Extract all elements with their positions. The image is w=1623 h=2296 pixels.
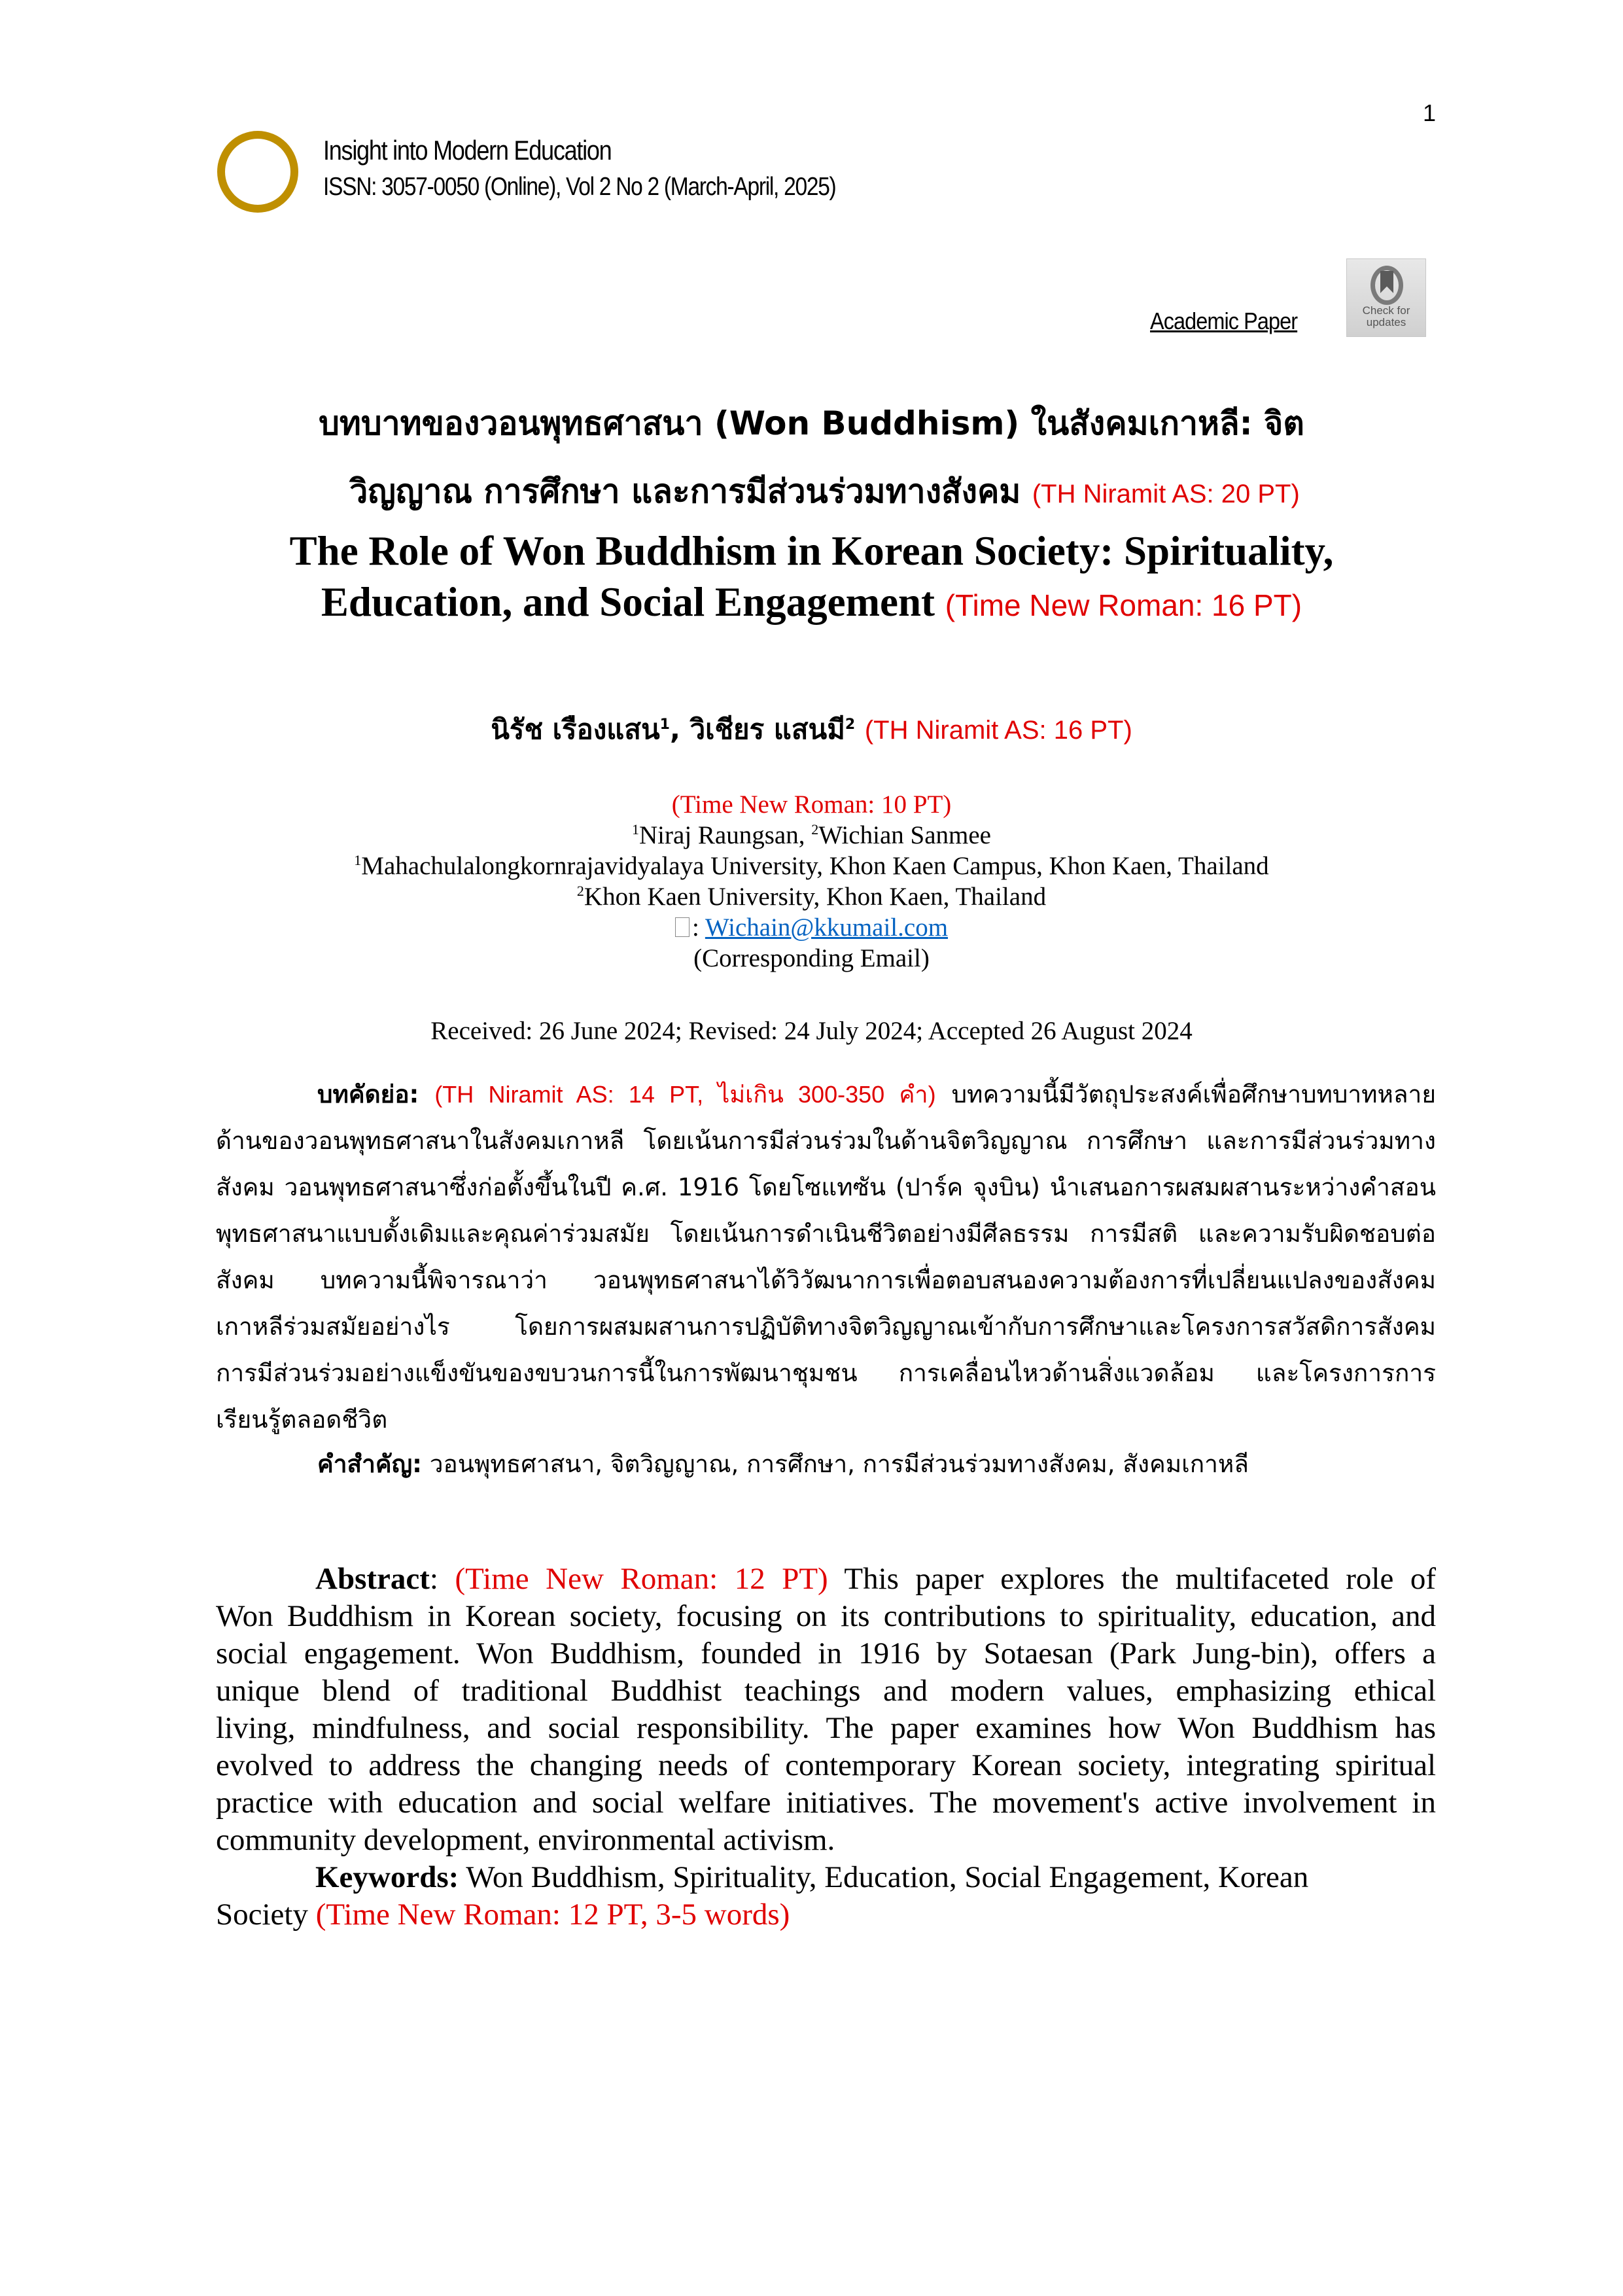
- thai-abstract-line: สังคม วอนพุทธศาสนาซึ่งก่อตั้งขึ้นในปี ค.ศ. 1916 โดยโซแทซัน (ปาร์ค จุงบิน) นำเสนอการผสมผสานระหว่างคำสอน: [216, 1173, 1436, 1201]
- paper-type-label: Academic Paper: [1150, 308, 1298, 334]
- english-keywords-text: Won Buddhism, Spirituality, Education, Social Engagement, Korean: [466, 1860, 1309, 1894]
- english-keywords-line: [315, 1860, 1308, 1895]
- english-abstract-text: This paper explores the multifaceted role of: [844, 1562, 1436, 1596]
- authors-english-font-note: (Time New Roman: 10 PT): [671, 790, 952, 819]
- thai-abstract-text: บทความนี้มีวัตถุประสงค์เพื่อศึกษาบทบาทหลาย: [951, 1080, 1437, 1108]
- english-keywords-font-note: (Time New Roman: 12 PT, 3-5 words): [315, 1898, 790, 1932]
- title-english-font-note: (Time New Roman: 16 PT): [945, 588, 1302, 622]
- thai-abstract-label: บทคัดย่อ:: [317, 1080, 419, 1108]
- english-keywords-line: [216, 1897, 1436, 1932]
- authors-thai-separator: ,: [669, 713, 690, 745]
- email-prefix: :: [691, 913, 705, 942]
- journal-issn: ISSN: 3057-0050 (Online), Vol 2 No 2 (March-April, 2025): [323, 173, 836, 201]
- thai-abstract-line: เรียนรู้ตลอดชีวิต: [216, 1405, 388, 1434]
- english-abstract-font-note: (Time New Roman: 12 PT): [455, 1562, 828, 1596]
- author-en-1-superscript: 1: [632, 821, 640, 838]
- authors-thai: [0, 708, 1623, 751]
- thai-keywords-text: วอนพุทธศาสนา, จิตวิญญาณ, การศึกษา, การมีส่วนร่วมทางสังคม, สังคมเกาหลี: [429, 1450, 1249, 1478]
- authors-english: [0, 821, 1623, 850]
- title-thai-line-1: บทบาทของวอนพุทธศาสนา (Won Buddhism) ในสังคมเกาหลี: จิต: [319, 404, 1304, 442]
- english-abstract-line: living, mindfulness, and social responsibility. The paper examines how Won Buddhism has: [216, 1711, 1436, 1745]
- submission-dates: Received: 26 June 2024; Revised: 24 July 2024; Accepted 26 August 2024: [430, 1017, 1193, 1045]
- english-abstract-line: social engagement. Won Buddhism, founded in 1916 by Sotaesan (Park Jung-bin), offers a: [216, 1636, 1436, 1670]
- english-abstract-line: evolved to address the changing needs of contemporary Korean society, integrating spiritual: [216, 1748, 1436, 1782]
- english-abstract-line: unique blend of traditional Buddhist teachings and modern values, emphasizing ethical: [216, 1674, 1436, 1708]
- email-line: [0, 913, 1623, 942]
- email-link[interactable]: Wichain@kkumail.com: [705, 913, 949, 942]
- affiliation-2-superscript: 2: [576, 883, 584, 899]
- english-abstract-colon: :: [429, 1562, 455, 1596]
- affiliation-1-superscript: 1: [354, 852, 362, 868]
- english-abstract-line: community development, environmental activism.: [216, 1823, 835, 1857]
- affiliation-1: [0, 851, 1623, 881]
- page-number: 1: [1423, 99, 1437, 126]
- corresponding-email-label: (Corresponding Email): [693, 944, 930, 972]
- check-for-updates-label: Check for updates: [1362, 304, 1410, 328]
- author-thai-1: นิรัช เรืองแสน: [491, 713, 660, 745]
- journal-name: Insight into Modern Education: [323, 135, 612, 166]
- author-thai-1-superscript: 1: [659, 716, 670, 733]
- thai-abstract-line: พุทธศาสนาแบบดั้งเดิมและคุณค่าร่วมสมัย โดยเน้นการดำเนินชีวิตอย่างมีศีลธรรม การมีสติ และความรับผิดชอบต่อ: [216, 1220, 1436, 1248]
- title-thai-line-2: [0, 466, 1623, 518]
- thai-abstract-line: [317, 1075, 1436, 1114]
- thai-abstract-line: การมีส่วนร่วมอย่างแข็งขันของขบวนการนี้ในการพัฒนาชุมชน การเคลื่อนไหวด้านสิ่งแวดล้อม และโครงการการ: [216, 1359, 1436, 1387]
- title-english-line-1: The Role of Won Buddhism in Korean Society: Spirituality,: [289, 528, 1334, 574]
- thai-abstract-line: สังคม บทความนี้พิจารณาว่า วอนพุทธศาสนาได้วิวัฒนาการเพื่อตอบสนองความต้องการที่เปลี่ยนแปลงของสังคม: [216, 1266, 1436, 1294]
- thai-abstract-line: เกาหลีร่วมสมัยอย่างไร โดยการผสมผสานการปฏิบัติทางจิตวิญญาณเข้ากับการศึกษาและโครงการสวัสดิการสังคม: [216, 1313, 1436, 1341]
- author-thai-2-superscript: 2: [845, 716, 856, 733]
- english-abstract-line: [315, 1561, 1436, 1597]
- thai-keywords-label: คำสำคัญ:: [317, 1450, 422, 1478]
- author-en-2: Wichian Sanmee: [818, 821, 991, 849]
- author-en-1: Niraj Raungsan,: [639, 821, 812, 849]
- english-abstract-label: Abstract: [315, 1562, 430, 1596]
- thai-abstract-line: ด้านของวอนพุทธศาสนาในสังคมเกาหลี โดยเน้นการมีส่วนร่วมในด้านจิตวิญญาณ การศึกษา และการมีส่วนร่วมทาง: [216, 1127, 1436, 1155]
- affiliation-1-text: Mahachulalongkornrajavidyalaya University, Khon Kaen Campus, Khon Kaen, Thailand: [361, 852, 1269, 880]
- title-english-line-2: [0, 578, 1623, 626]
- english-keywords-label: Keywords:: [315, 1860, 459, 1894]
- english-keywords-text-2: Society: [216, 1898, 308, 1932]
- english-abstract-line: Won Buddhism in Korean society, focusing on its contributions to spirituality, education, and: [216, 1599, 1436, 1633]
- thai-abstract-font-note: (TH Niramit AS: 14 PT, ไม่เกิน 300-350 คำ): [434, 1081, 936, 1108]
- author-thai-2: วิเชียร แสนมี: [689, 713, 845, 745]
- english-abstract-line: practice with education and social welfare initiatives. The movement's active involvement in: [216, 1786, 1436, 1820]
- title-english-text: Education, and Social Engagement: [321, 579, 935, 625]
- title-thai-text: วิญญาณ การศึกษา และการมีส่วนร่วมทางสังคม: [349, 472, 1021, 510]
- affiliation-2: [0, 882, 1623, 911]
- authors-thai-font-note: (TH Niramit AS: 16 PT): [864, 716, 1132, 745]
- title-thai-font-note: (TH Niramit AS: 20 PT): [1032, 480, 1300, 508]
- author-en-2-superscript: 2: [811, 821, 819, 838]
- thai-keywords: [317, 1445, 1249, 1483]
- journal-logo-ring-icon: [217, 131, 298, 213]
- affiliation-2-text: Khon Kaen University, Khon Kaen, Thailand: [584, 883, 1047, 911]
- mail-icon: [675, 917, 689, 937]
- check-for-updates-badge[interactable]: [1346, 258, 1426, 337]
